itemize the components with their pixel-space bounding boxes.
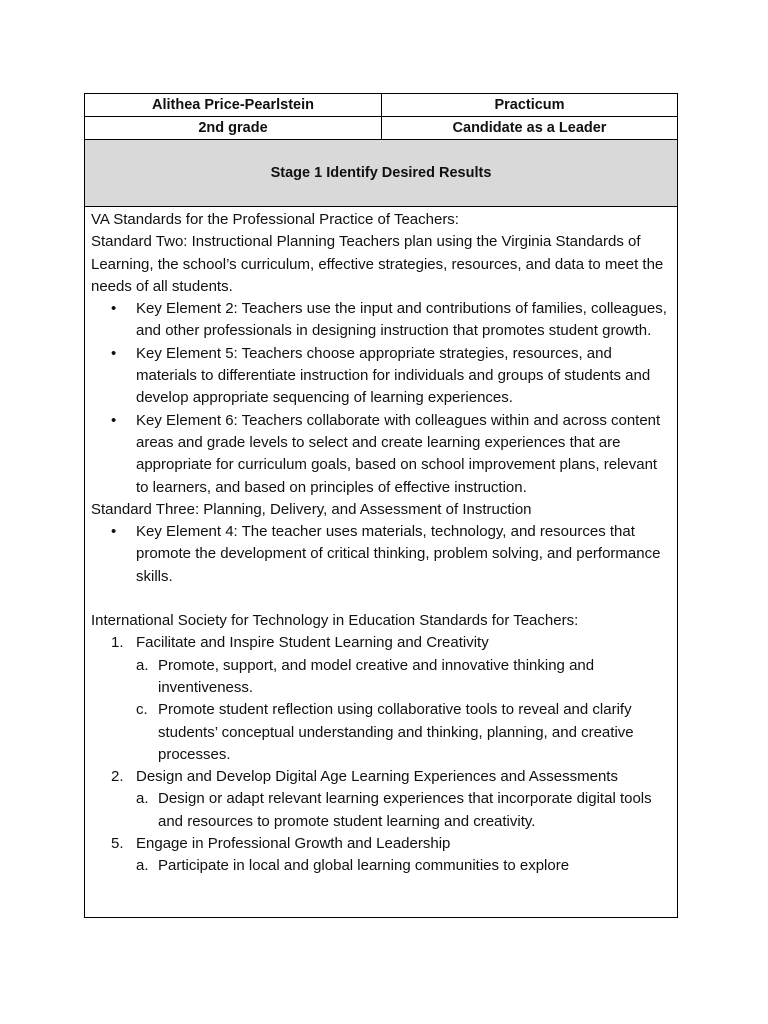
key-element-text: Key Element 6: Teachers collaborate with colleagues within and across content areas and grade levels to select and create learning experiences that are appropriate for curriculum goals, based on school improvement plans, relevant to learners, and based on principles of effective instruction.: [136, 411, 661, 496]
list-item: [136, 788, 671, 833]
list-letter: c.: [136, 701, 148, 719]
header-row-1: [85, 94, 678, 117]
list-letter: a.: [136, 857, 149, 875]
key-element-text: Key Element 2: Teachers use the input and contributions of families, colleagues, and other professionals in designing instruction that promotes student growth.: [136, 300, 667, 340]
list-number: 1.: [111, 634, 124, 652]
header-row-2: [85, 117, 678, 140]
iste-standard-text: Design and Develop Digital Age Learning Experiences and Assessments: [136, 768, 618, 786]
list-item: [91, 343, 671, 410]
list-letter: a.: [136, 656, 149, 674]
standard-three: Standard Three: Planning, Delivery, and Assessment of Instruction: [91, 500, 532, 518]
sub-list: [136, 655, 671, 766]
list-item: [136, 655, 671, 700]
stage-title: Stage 1 Identify Desired Results: [85, 140, 678, 207]
stage-row: [85, 140, 678, 207]
list-item: [91, 766, 671, 833]
spacer: [91, 588, 671, 610]
va-heading: VA Standards for the Professional Practice of Teachers:: [91, 211, 459, 228]
sub-item-text: Participate in local and global learning communities to explore: [158, 857, 570, 875]
standards-content: [85, 207, 678, 918]
sub-item-text: Promote student reflection using collaborative tools to reveal and clarify students’ conceptual understanding and thinking, planning, and creative processes.: [158, 701, 634, 763]
grade-level: 2nd grade: [85, 117, 382, 140]
list-letter: a.: [136, 790, 149, 808]
bullet-glyph: •: [111, 411, 117, 429]
key-element-text: Key Element 5: Teachers choose appropriate strategies, resources, and materials to differentiate instruction for individuals and groups of students and develop appropriate sequencing of learning experiences.: [136, 344, 651, 407]
list-item: [91, 410, 671, 499]
list-item: [91, 521, 671, 588]
course-name: Practicum: [382, 94, 678, 117]
list-item: [136, 699, 671, 766]
list-number: 2.: [111, 768, 124, 786]
list-item: [136, 855, 671, 877]
key-element-text: Key Element 4: The teacher uses materials, technology, and resources that promote the development of critical thinking, problem solving, and performance skills.: [136, 523, 661, 585]
candidate-name: Alithea Price-Pearlstein: [85, 94, 382, 117]
sub-item-text: Promote, support, and model creative and innovative thinking and inventiveness.: [158, 656, 595, 696]
list-number: 5.: [111, 835, 124, 853]
sub-list: [136, 855, 671, 877]
role-title: Candidate as a Leader: [382, 117, 678, 140]
sub-item-text: Design or adapt relevant learning experiences that incorporate digital tools and resources to promote student learning and creativity.: [158, 790, 652, 830]
sub-list: [136, 788, 671, 833]
iste-heading: International Society for Technology in Education Standards for Teachers:: [91, 612, 579, 630]
bullet-glyph: •: [111, 344, 117, 362]
lesson-plan-table: [84, 93, 678, 918]
standard-two: Standard Two: Instructional Planning Teachers plan using the Virginia Standards of Learning, the school’s curriculum, effective strategies, resources, and data to meet the needs of all students.: [91, 233, 664, 295]
bullet-glyph: •: [111, 300, 117, 318]
standard-three-list: [91, 521, 671, 588]
list-item: [91, 298, 671, 343]
content-row: [85, 207, 678, 918]
list-item: [91, 833, 671, 878]
iste-list: [91, 632, 671, 877]
list-item: [91, 632, 671, 766]
iste-standard-text: Engage in Professional Growth and Leadership: [136, 835, 451, 853]
standard-two-list: [91, 298, 671, 499]
iste-standard-text: Facilitate and Inspire Student Learning and Creativity: [136, 634, 489, 652]
bullet-glyph: •: [111, 523, 117, 541]
